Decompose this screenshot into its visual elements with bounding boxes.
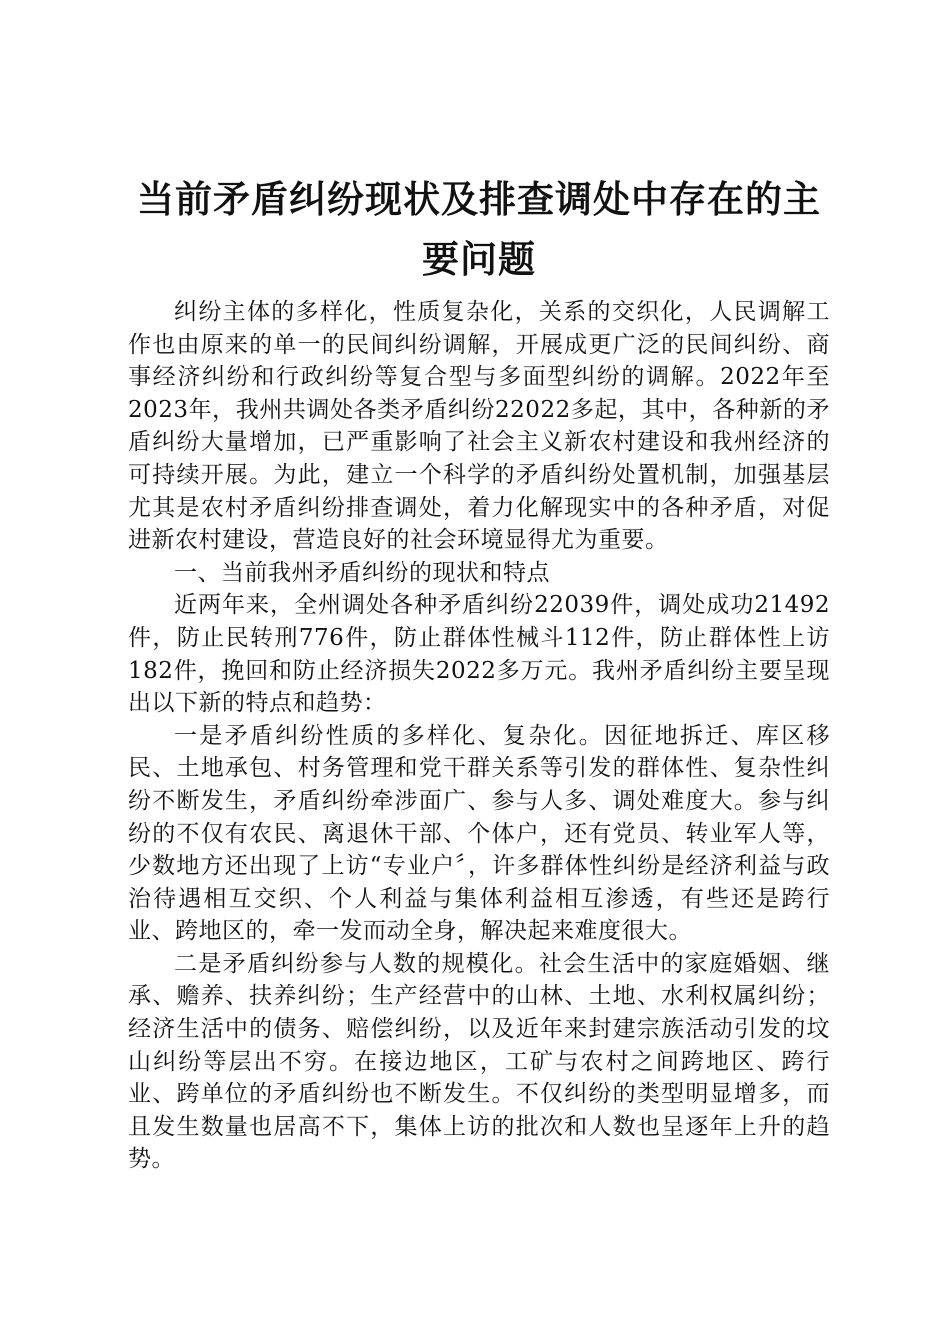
document-title: 当前矛盾纠纷现状及排查调处中存在的主要问题	[137, 178, 821, 281]
section-heading: 一、当前我州矛盾纠纷的现状和特点	[174, 559, 550, 586]
intro-paragraph: 纠纷主体的多样化，性质复杂化，关系的交织化，人民调解工作也由原来的单一的民间纠纷调解，开展成更广泛的民间纠纷、商事经济纠纷和行政纠纷等复合型与多面型纠纷的调解。2022年至2023年，我州共调处各类矛盾纠纷22022多起，其中，各种新的矛盾纠纷大量增加，已严重影响了社会主义新农村建设和我州经济的可持续开展。为此，建立一个科学的矛盾纠纷处置机制，加强基层尤其是农村矛盾纠纷排查调处，着力化解现实中的各种矛盾，对促进新农村建设，营造良好的社会环境显得尤为重要。	[128, 299, 830, 554]
statistics-paragraph: 近两年来，全州调处各种矛盾纠纷22039件，调处成功21492件，防止民转刑776件，防止群体性械斗112件，防止群体性上访182件，挽回和防止经济损失2022多万元。我州矛盾纠纷主要呈现出以下新的特点和趋势：	[128, 592, 830, 717]
point-one-paragraph: 一是矛盾纠纷性质的多样化、复杂化。因征地拆迁、库区移民、土地承包、村务管理和党干群关系等引发的群体性、复杂性纠纷不断发生，矛盾纠纷牵涉面广、参与人多、调处难度大。参与纠纷的不仅有农民、离退休干部、个体户，还有党员、转业军人等，少数地方还出现了上访“专业户〞，许多群体性纠纷是经济利益与政治待遇相互交织、个人利益与集体利益相互渗透，有些还是跨行业、跨地区的，牵一发而动全身，解决起来难度很大。	[128, 722, 830, 945]
point-two-paragraph: 二是矛盾纠纷参与人数的规模化。社会生活中的家庭婚姻、继承、赡养、扶养纠纷；生产经营中的山林、土地、水利权属纠纷；经济生活中的债务、赔偿纠纷，以及近年来封建宗族活动引发的坟山纠纷等层出不穷。在接边地区，工矿与农村之间跨地区、跨行业、跨单位的矛盾纠纷也不断发生。不仅纠纷的类型明显增多，而且发生数量也居高不下，集体上访的批次和人数也呈逐年上升的趋势。	[128, 950, 830, 1173]
document-page	[128, 170, 830, 1176]
